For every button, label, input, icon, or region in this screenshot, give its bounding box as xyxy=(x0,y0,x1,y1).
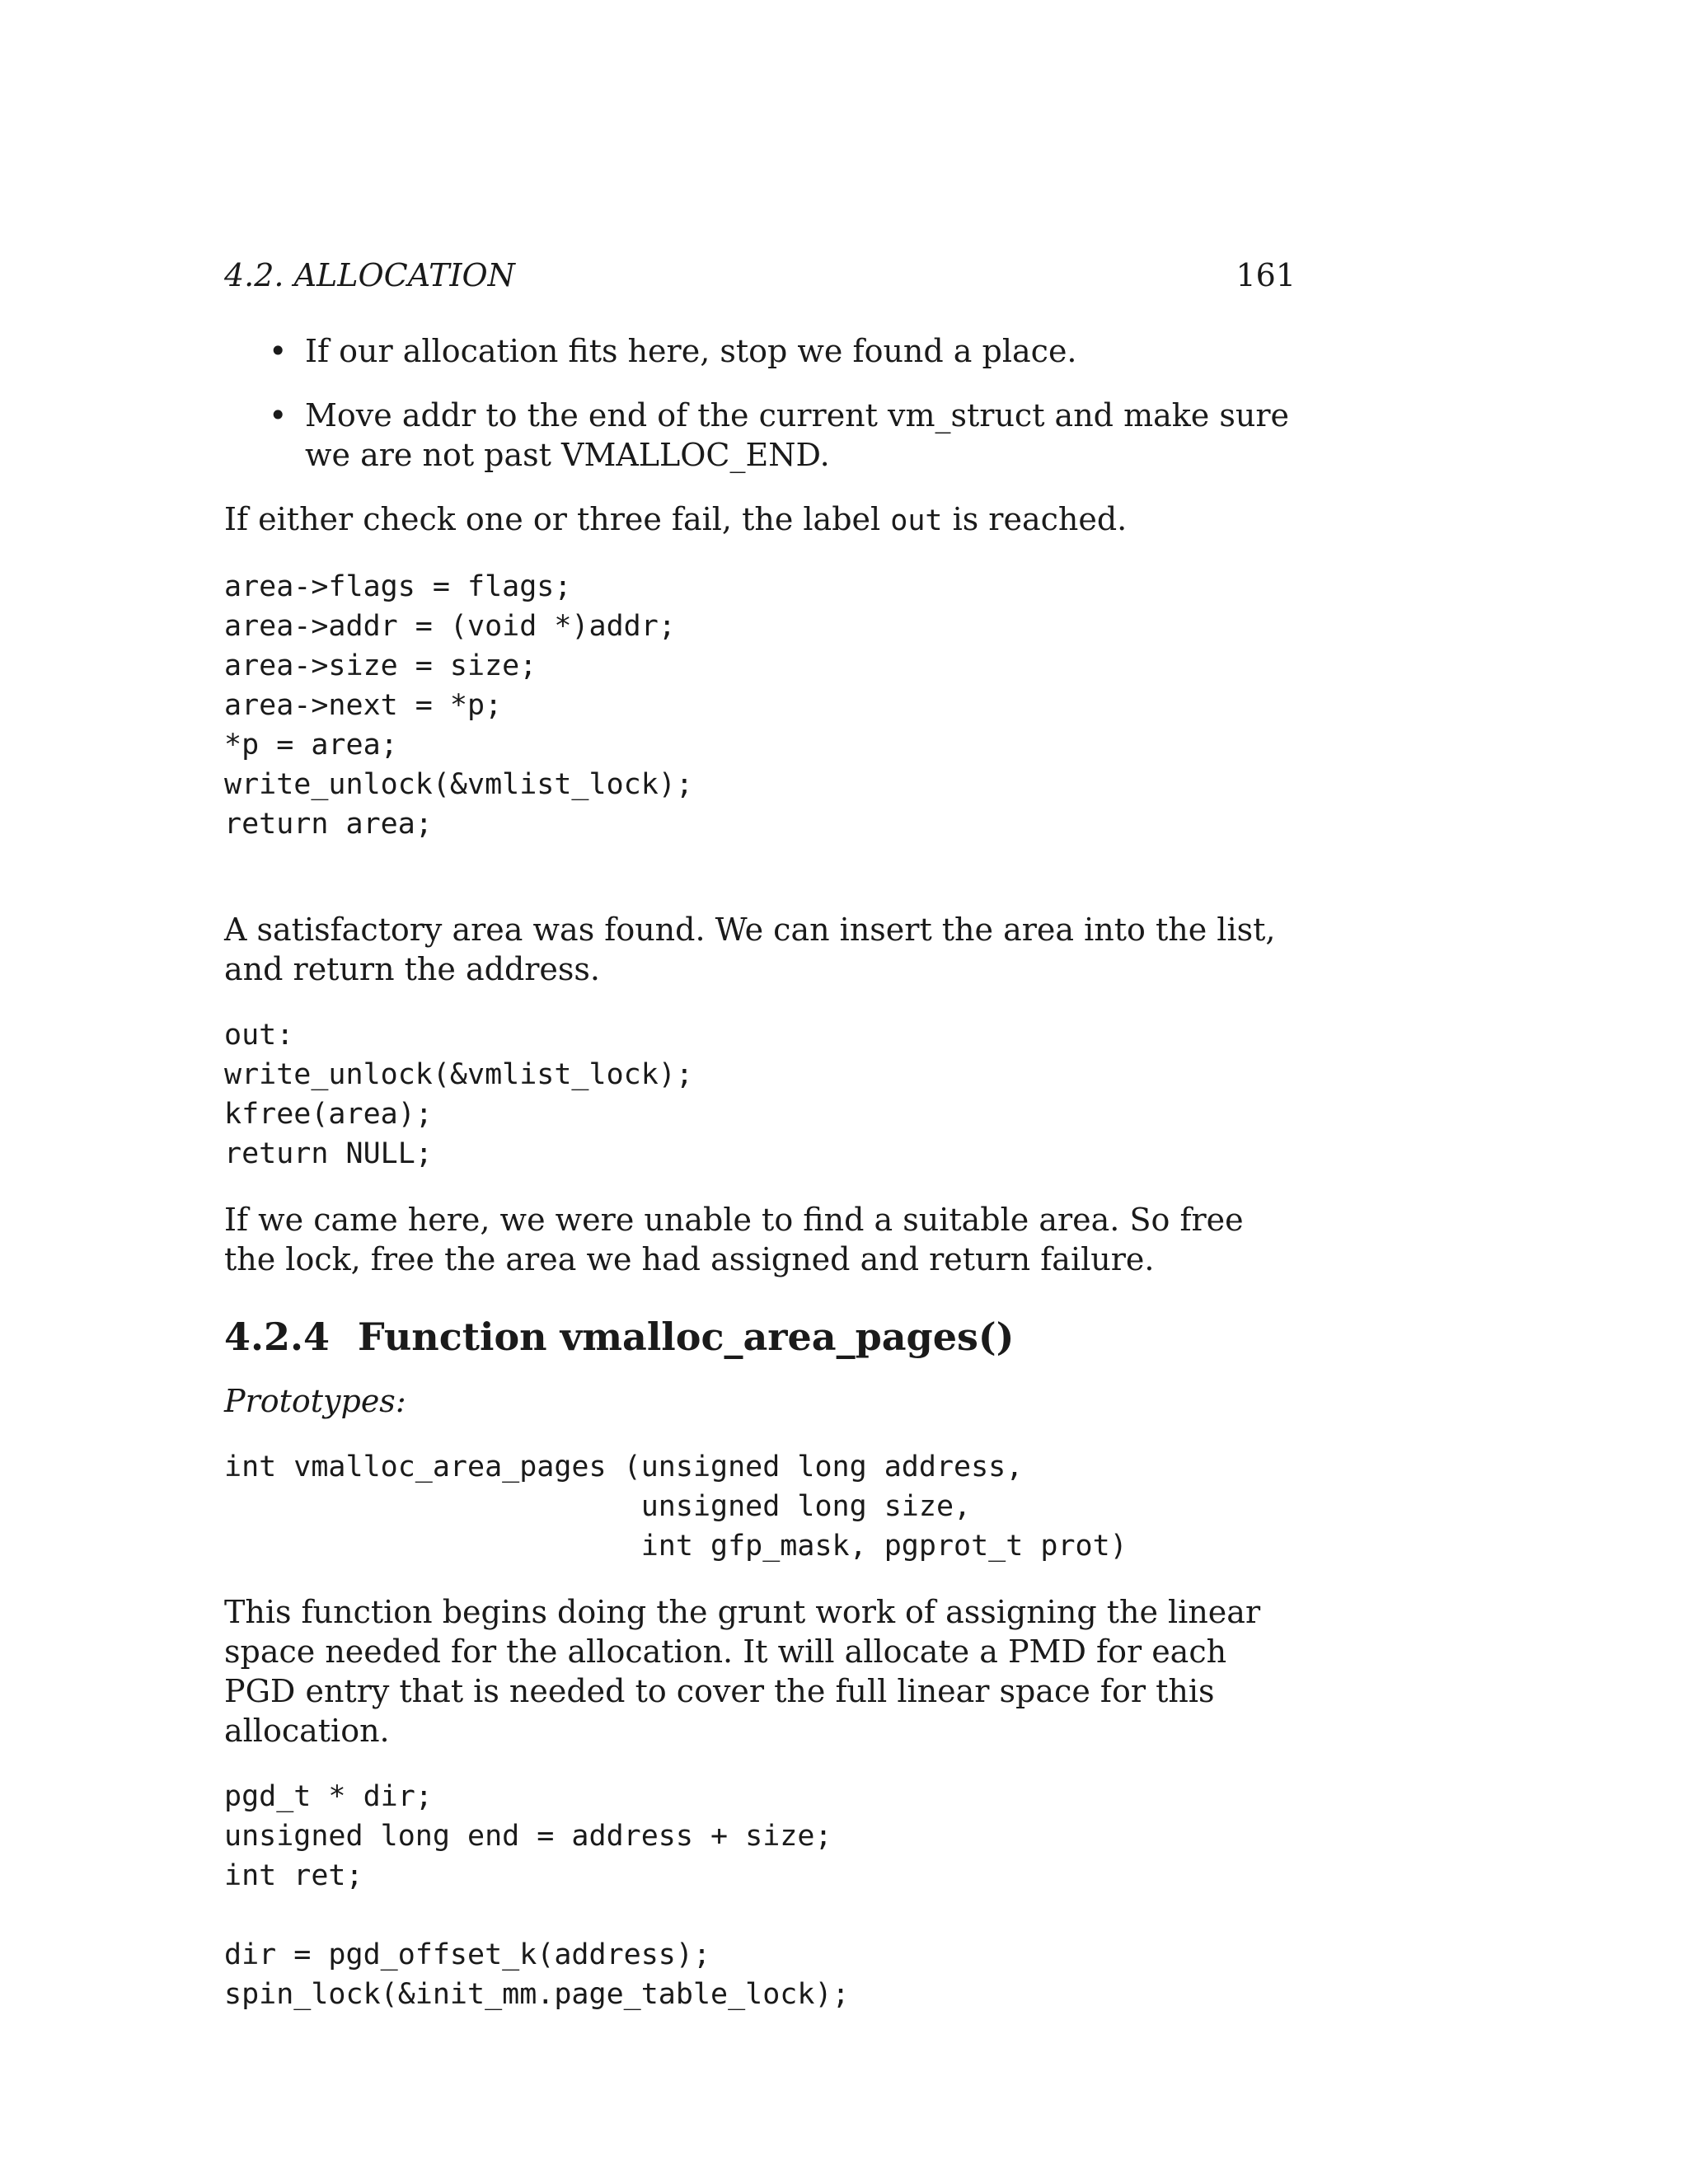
code-line xyxy=(224,1896,1296,1935)
subsection-title: Function vmalloc_area_pages() xyxy=(358,1315,1015,1359)
paragraph-area-found: A satisfactory area was found. We can insert the area into the list, and return the address. xyxy=(224,912,1276,987)
running-header-section: 4.2. ALLOCATION xyxy=(224,257,515,293)
running-header xyxy=(224,255,1296,295)
code-block-out xyxy=(224,1015,1296,1174)
book-page xyxy=(224,255,1296,2041)
prototypes-label: Prototypes: xyxy=(224,1383,406,1419)
code-line: return NULL; xyxy=(224,1137,433,1170)
code-line: unsigned long end = address + size; xyxy=(224,1820,832,1853)
code-line: int vmalloc_area_pages (unsigned long address, xyxy=(224,1451,1024,1483)
bullet-list xyxy=(224,331,1296,475)
code-line: unsigned long size, xyxy=(224,1490,972,1523)
code-line: dir = pgd_offset_k(address); xyxy=(224,1938,711,1971)
code-line: kfree(area); xyxy=(224,1098,433,1131)
code-block-function-body xyxy=(224,1777,1296,2014)
code-line: *p = area; xyxy=(224,729,398,762)
code-blank-line xyxy=(224,844,1296,883)
bullet-item: • Move addr to the end of the current vm_struct and make sure we are not past VMALLOC_END. xyxy=(224,396,1296,475)
code-line: int gfp_mask, pgprot_t prot) xyxy=(224,1530,1128,1563)
page-number: 161 xyxy=(1236,257,1296,293)
subsection-heading xyxy=(224,1312,1296,1361)
code-line: write_unlock(&vmlist_lock); xyxy=(224,768,693,801)
bullet-item: • If our allocation fits here, stop we found a place. xyxy=(224,331,1296,371)
paragraph-text: is reached. xyxy=(942,501,1128,537)
code-block-prototype xyxy=(224,1447,1296,1566)
code-block-area-assign xyxy=(224,567,1296,883)
paragraph-failure: If we came here, we were unable to find a suitable area. So free the lock, free the area we had assigned and return failure. xyxy=(224,1202,1244,1277)
code-line: area->size = size; xyxy=(224,649,537,682)
inline-code: out xyxy=(890,504,943,537)
code-line: return area; xyxy=(224,808,433,841)
paragraph-out-label xyxy=(224,499,1296,541)
code-line: area->next = *p; xyxy=(224,689,503,722)
code-line: area->addr = (void *)addr; xyxy=(224,610,676,643)
code-line: out: xyxy=(224,1019,294,1052)
paragraph-function-description: This function begins doing the grunt work of assigning the linear space needed for the allocation. It will allocate a PMD for each PGD entry that is needed to cover the full linear space for this allocation. xyxy=(224,1594,1261,1749)
code-line: write_unlock(&vmlist_lock); xyxy=(224,1058,693,1091)
code-line: area->flags = flags; xyxy=(224,570,572,603)
subsection-number: 4.2.4 xyxy=(224,1315,331,1359)
code-line: int ret; xyxy=(224,1859,363,1892)
code-line: spin_lock(&init_mm.page_table_lock); xyxy=(224,1978,850,2011)
code-line: pgd_t * dir; xyxy=(224,1780,433,1813)
paragraph-text: If either check one or three fail, the label xyxy=(224,501,891,537)
